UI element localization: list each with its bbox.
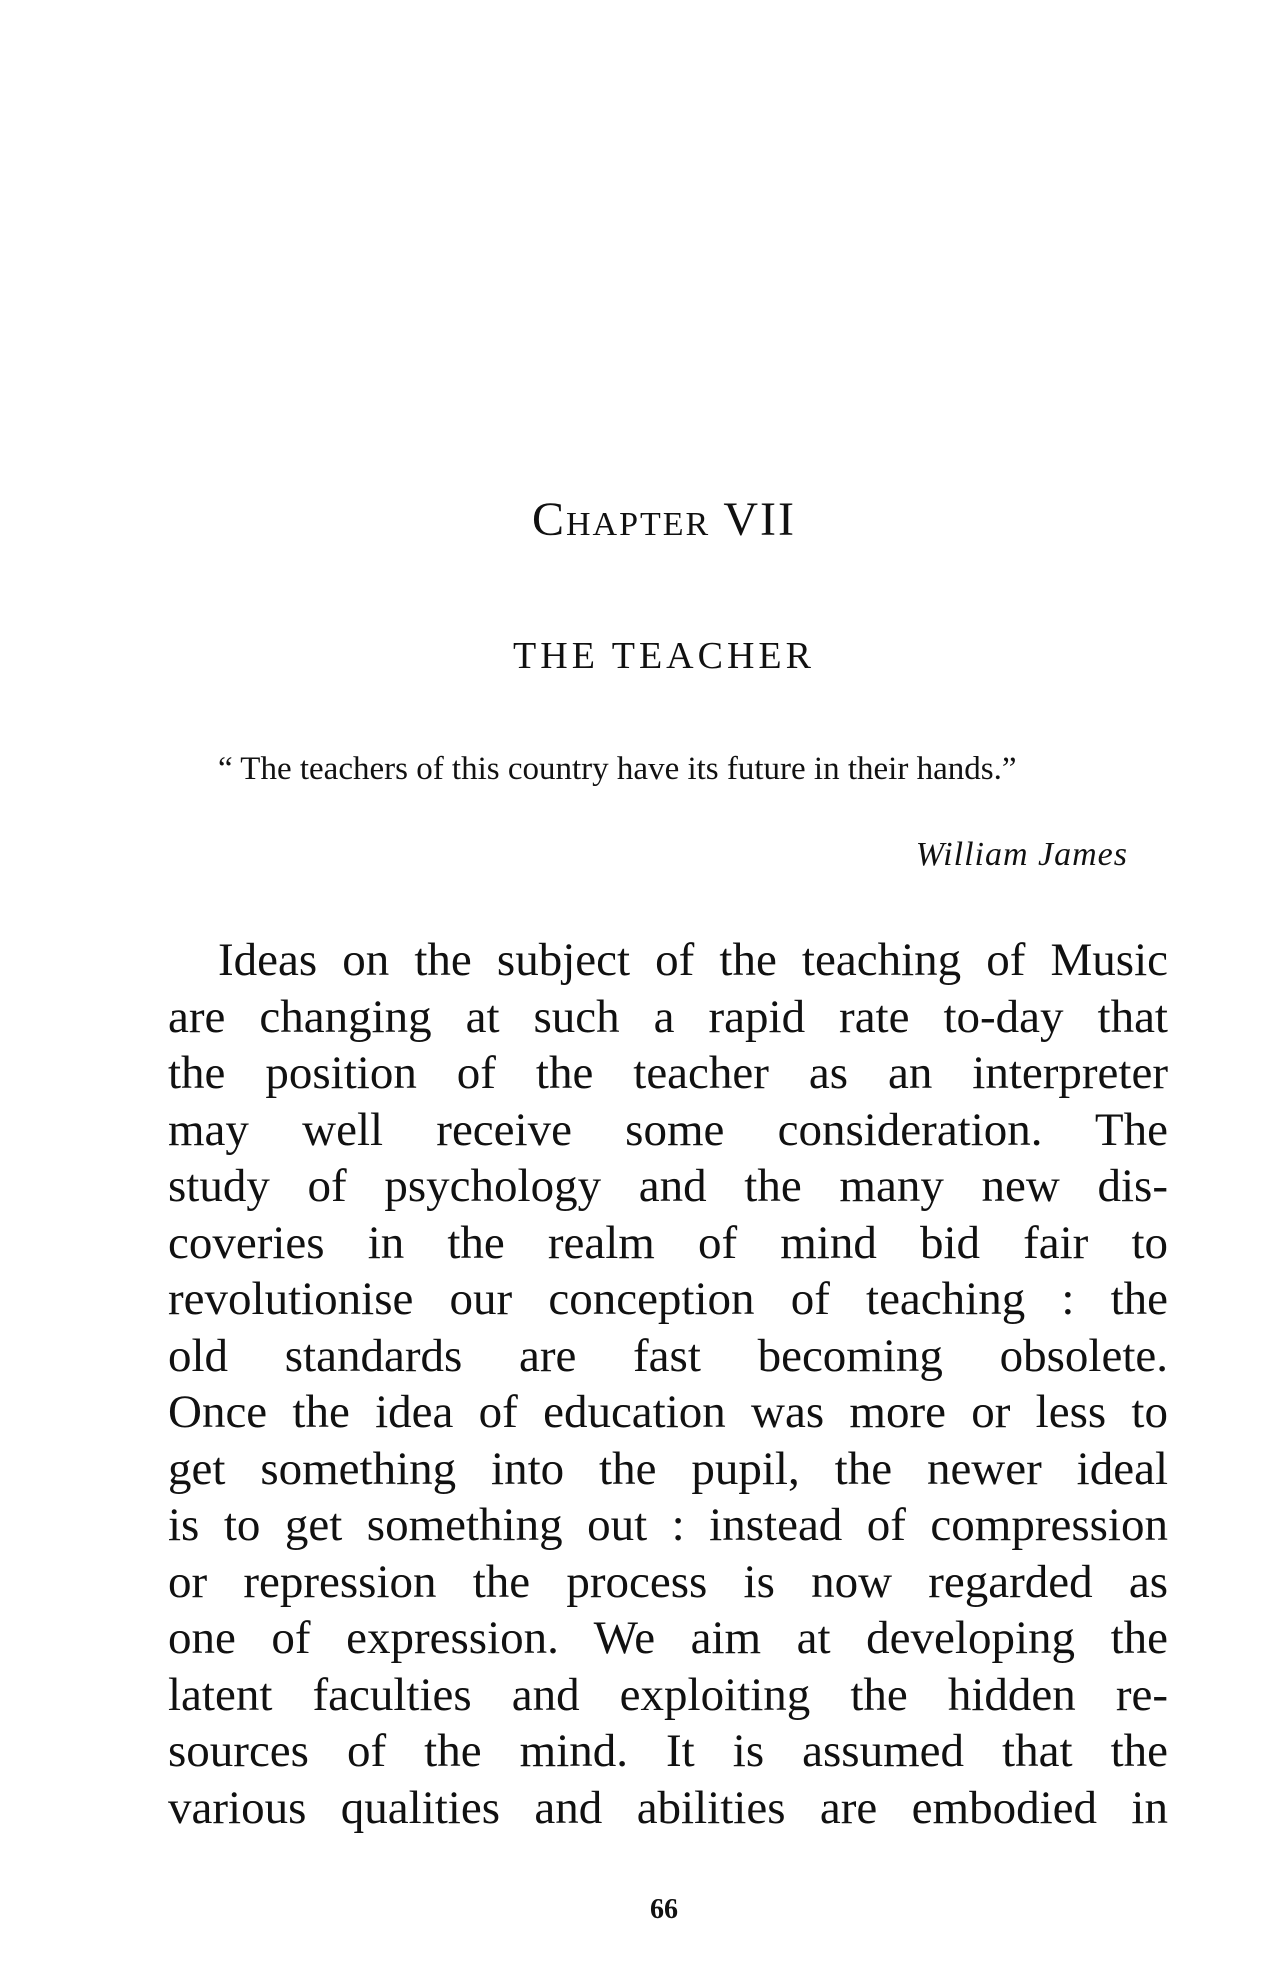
body-line: Once the idea of education was more or less to (168, 1386, 1168, 1438)
body-line: are changing at such a rapid rate to-day that (168, 990, 1168, 1043)
page-number: 66 (650, 1894, 678, 1925)
body-line: the position of the teacher as an interpreter (168, 1047, 1168, 1099)
body-line: or repression the process is now regarded as (168, 1555, 1168, 1608)
body-line: one of expression. We aim at developing the (168, 1612, 1168, 1664)
epigraph-quote: “ The teachers of this country have its future in their hands.” (218, 751, 1017, 787)
body-line: sources of the mind. It is assumed that the (168, 1725, 1168, 1777)
body-line: various qualities and abilities are embodied in (168, 1781, 1168, 1834)
body-line: may well receive some consideration. The (168, 1103, 1168, 1156)
chapter-title: THE TEACHER (513, 635, 815, 677)
body-line: get something into the pupil, the newer ideal (168, 1442, 1168, 1495)
body-line: revolutionise our conception of teaching : the (168, 1273, 1168, 1325)
chapter-heading: Chapter VII (531, 493, 796, 546)
body-line: coveries in the realm of mind bid fair to (168, 1216, 1168, 1269)
body-line: latent faculties and exploiting the hidden re- (168, 1668, 1168, 1721)
epigraph-author: William James (915, 836, 1128, 873)
body-line: Ideas on the subject of the teaching of Music (218, 934, 1168, 986)
body-line: is to get something out : instead of compression (168, 1499, 1168, 1551)
body-line: study of psychology and the many new dis- (168, 1160, 1168, 1212)
body-paragraph (168, 932, 1168, 1836)
body-line: old standards are fast becoming obsolete. (168, 1329, 1168, 1382)
